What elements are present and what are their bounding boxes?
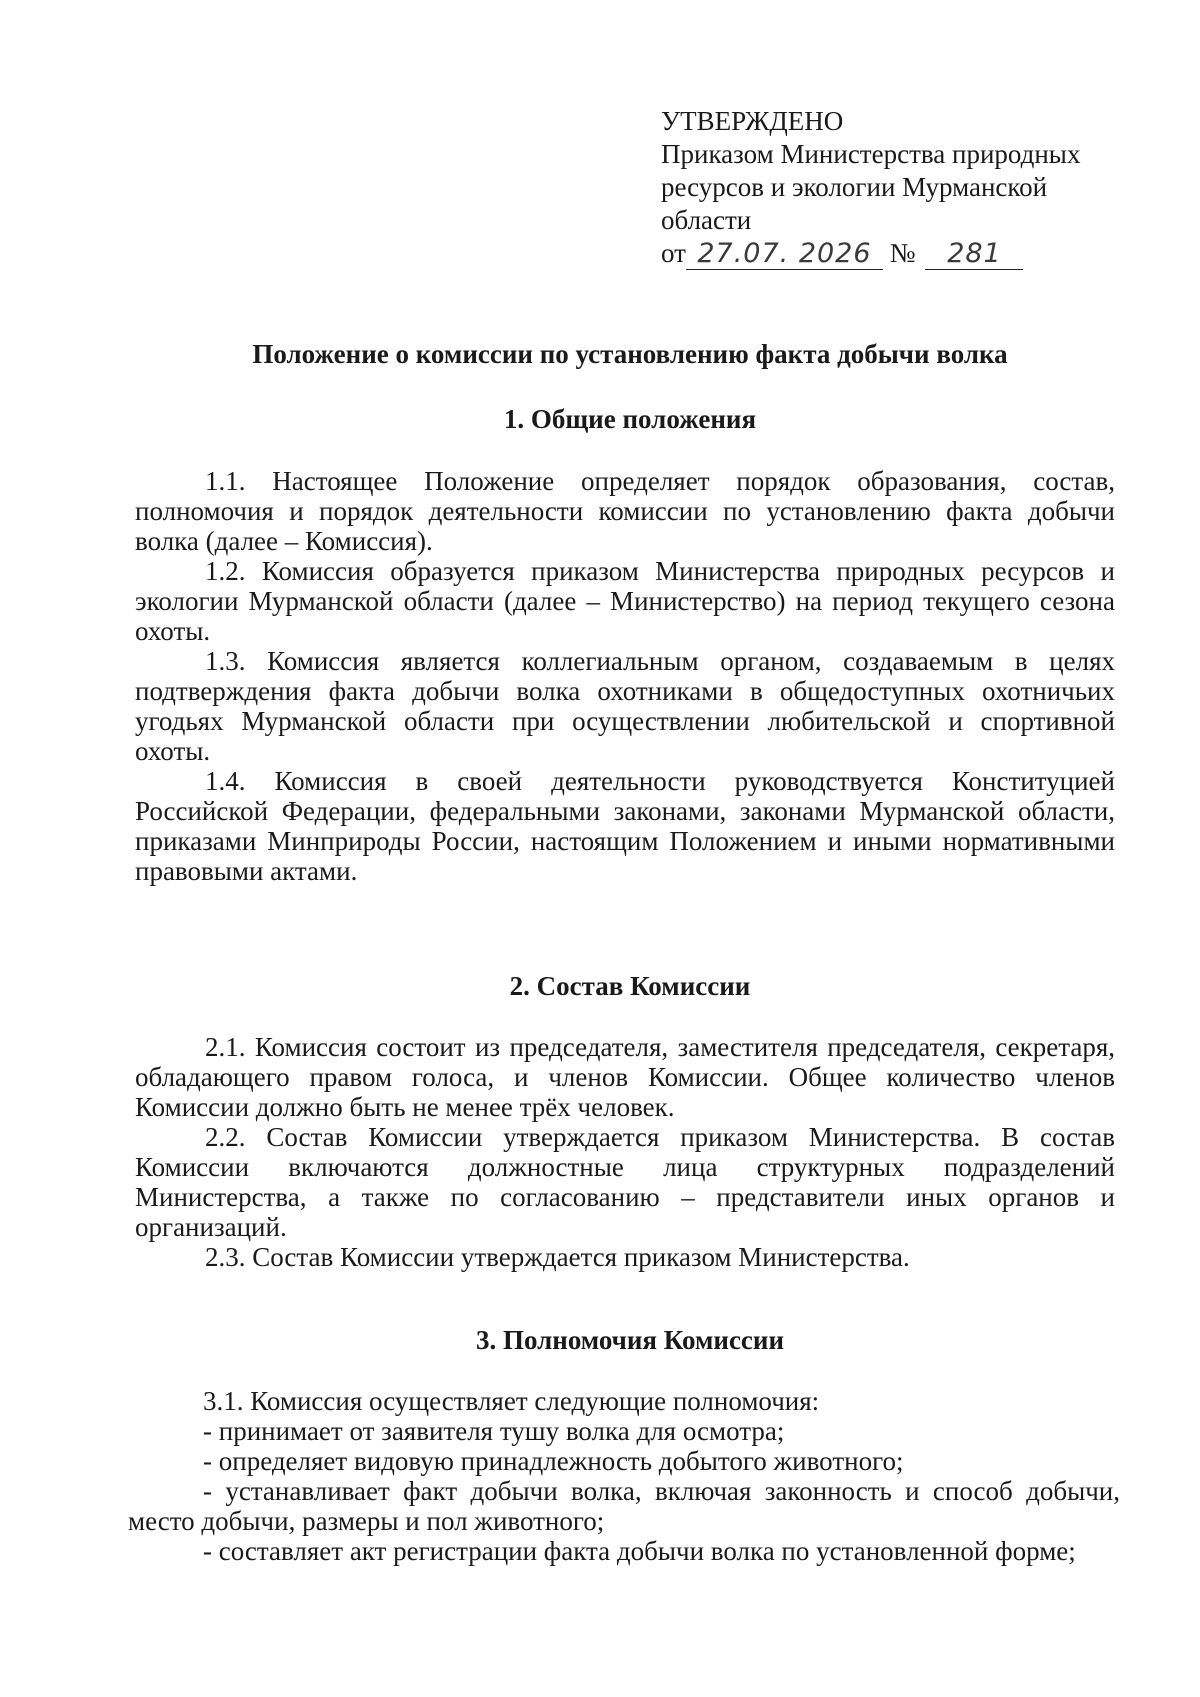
paragraph-2-1: 2.1. Комиссия состоит из председателя, заместителя председателя, секретаря, обладающего правом голоса, и членов Комиссии. Общее количество членов Комиссии должно быть не менее трёх человек. [135, 1032, 1115, 1122]
paragraph-1-2: 1.2. Комиссия образуется приказом Министерства природных ресурсов и экологии Мурманской области (далее – Министерство) на период текущего сезона охоты. [135, 556, 1115, 646]
number-prefix: № [889, 238, 916, 268]
approval-line-1: Приказом Министерства природных [661, 139, 1081, 169]
date-prefix: от [661, 238, 686, 268]
approval-block [661, 105, 1121, 270]
paragraph-3-1: 3.1. Комиссия осуществляет следующие полномочия: [203, 1386, 820, 1416]
approval-heading: УТВЕРЖДЕНО [661, 106, 844, 136]
paragraph-1-3: 1.3. Комиссия является коллегиальным органом, создаваемым в целях подтверждения факта добычи волка охотниками в общедоступных охотничьих угодьях Мурманской области при осуществлении любительской и спортивной охоты. [135, 646, 1115, 766]
document-title: Положение о комиссии по установлению факта добычи волка [252, 339, 1008, 369]
section-2-heading: 2. Состав Комиссии [509, 971, 751, 1001]
section-1-body [135, 466, 1115, 886]
list-item-4: - составляет акт регистрации факта добычи волка по установленной форме; [203, 1536, 1076, 1566]
handwritten-date: 27.07. 2026 [686, 239, 883, 270]
paragraph-2-3: 2.3. Состав Комиссии утверждается приказом Министерства. [205, 1242, 910, 1272]
handwritten-number: 281 [925, 239, 1023, 270]
paragraph-1-4: 1.4. Комиссия в своей деятельности руководствуется Конституцией Российской Федерации, федеральными законами, законами Мурманской области, приказами Минприроды России, настоящим Положением и иными нормативными правовыми актами. [135, 766, 1115, 886]
paragraph-1-1: 1.1. Настоящее Положение определяет порядок образования, состав, полномочия и порядок деятельности комиссии по установлению факта добычи волка (далее – Комиссия). [135, 466, 1115, 556]
list-item-1: - принимает от заявителя тушу волка для осмотра; [203, 1416, 785, 1446]
section-1-heading: 1. Общие положения [503, 404, 757, 434]
list-item-2: - определяет видовую принадлежность добытого животного; [203, 1446, 904, 1476]
section-3-body [128, 1386, 1120, 1566]
section-2-body [135, 1032, 1115, 1272]
approval-line-2: ресурсов и экологии Мурманской [661, 172, 1048, 202]
section-3-heading: 3. Полномочия Комиссии [475, 1325, 785, 1355]
paragraph-2-2: 2.2. Состав Комиссии утверждается приказом Министерства. В состав Комиссии включаются должностные лица структурных подразделений Министерства, а также по согласованию – представители иных органов и организаций. [135, 1122, 1115, 1242]
approval-date-line [661, 237, 1121, 270]
approval-line-3: области [661, 205, 752, 235]
list-item-3: - устанавливает факт добычи волка, включая законность и способ добычи, место добычи, размеры и пол животного; [128, 1476, 1120, 1536]
